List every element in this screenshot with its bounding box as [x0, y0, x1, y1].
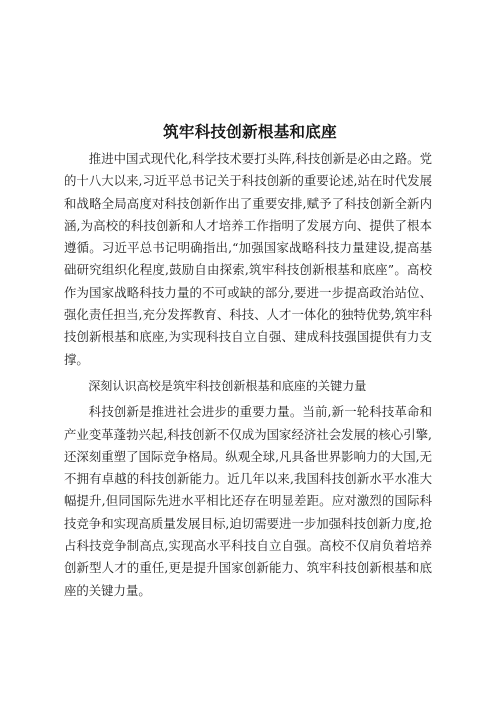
document-body	[64, 148, 432, 602]
section-paragraph: 科技创新是推进社会进步的重要力量。当前,新一轮科技革命和产业变革蓬勃兴起,科技创新不仅成为国家经济社会发展的核心引擎,还深刻重塑了国际竞争格局。纵观全球,凡具备世界影响力的大国,无不拥有卓越的科技创新能力。近几年以来,我国科技创新水平水准大幅提升,但同国际先进水平相比还存在明显差距。应对激烈的国际科技竞争和实现高质量发展目标,迫切需要进一步加强科技创新力度,抢占科技竞争制高点,实现高水平科技自立自强。高校不仅肩负着培养创新型人才的重任,更是提升国家创新能力、筑牢科技创新根基和底座的关键力量。	[64, 404, 432, 598]
document-title: 筑牢科技创新根基和底座	[163, 123, 337, 141]
intro-paragraph: 推进中国式现代化,科学技术要打头阵,科技创新是必由之路。党的十八大以来,习近平总书记关于科技创新的重要论述,站在时代发展和战略全局高度对科技创新作出了重要安排,赋予了科技创新全新内涵,为高校的科技创新和人才培养工作指明了发展方向、提供了根本遵循。习近平总书记明确指出,“加强国家战略科技力量建设,提高基础研究组织化程度,鼓励自由探索,筑牢科技创新根基和底座”。高校作为国家战略科技力量的不可或缺的部分,要进一步提高政治站位、强化责任担当,充分发挥教育、科技、人才一体化的独特优势,筑牢科技创新根基和底座,为实现科技自立自强、建成科技强国提供有力支撑。	[64, 151, 432, 367]
section-subheading: 深刻认识高校是筑牢科技创新根基和底座的关键力量	[88, 378, 367, 393]
